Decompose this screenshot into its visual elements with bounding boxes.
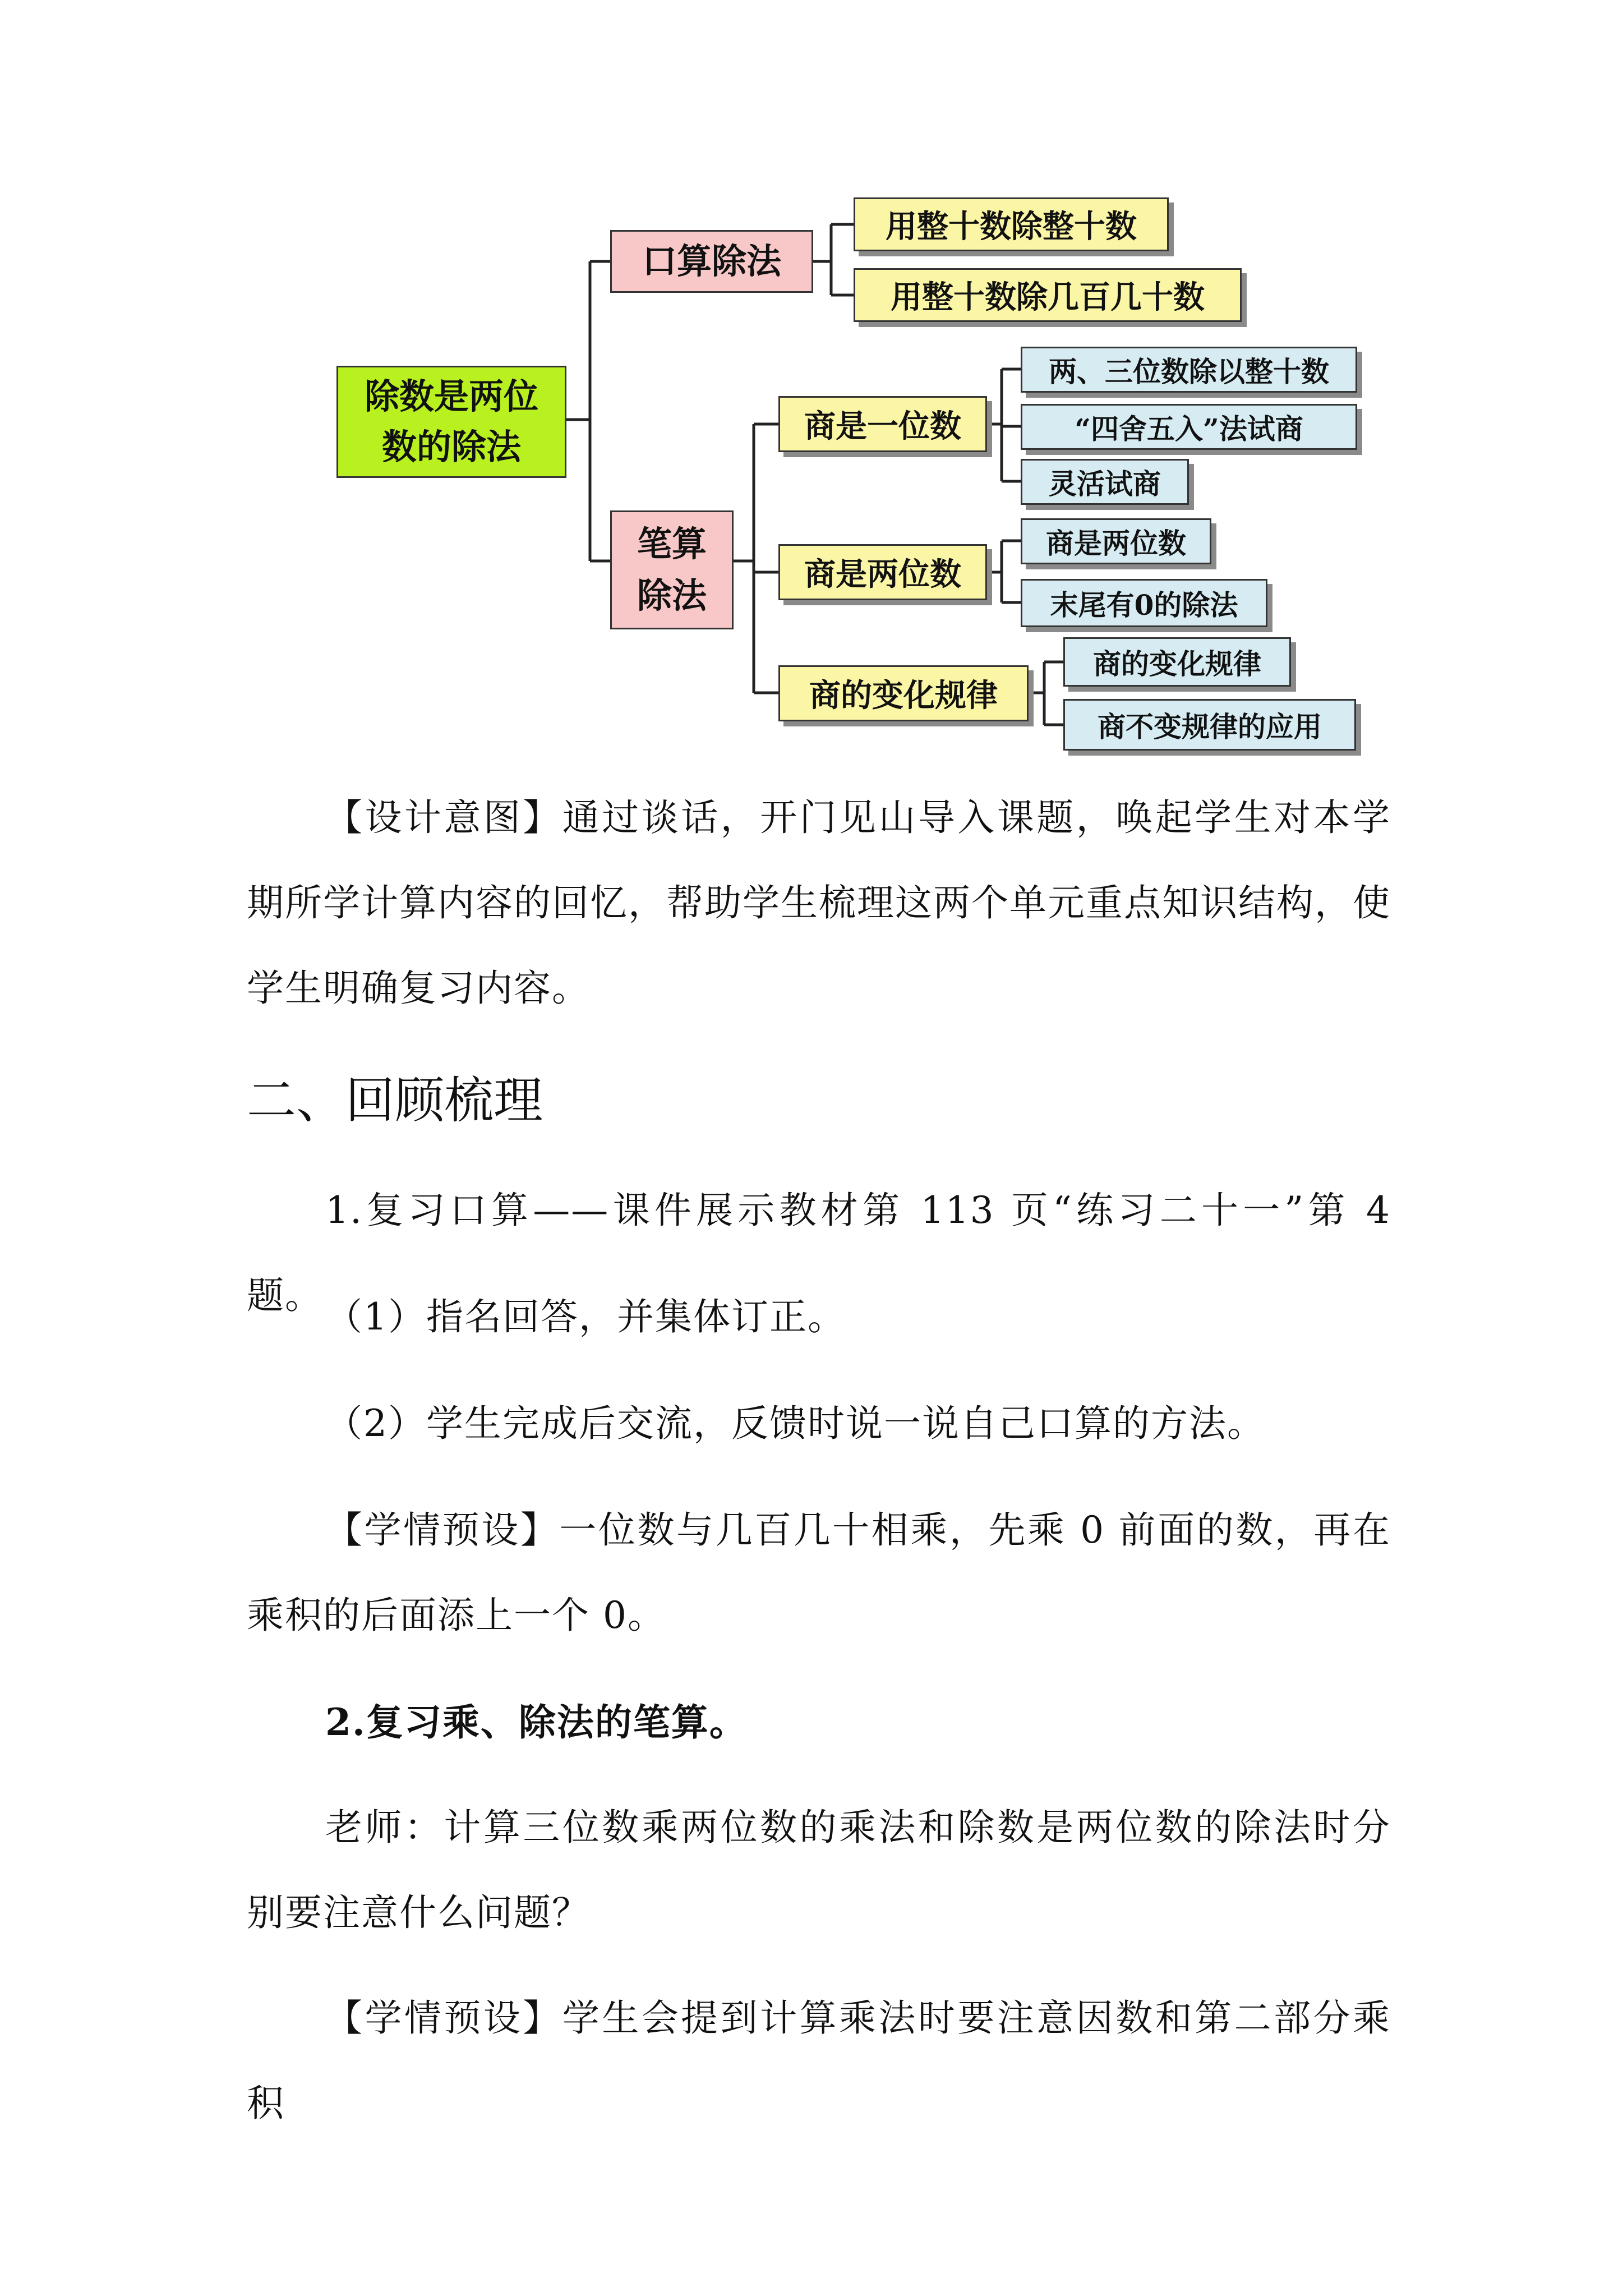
written-line-2: 除法 bbox=[637, 575, 707, 616]
group2-child-label-2: 末尾有0的除法 bbox=[1050, 588, 1238, 622]
group1-child-node-3 bbox=[1021, 459, 1189, 505]
group1-child-label-3: 灵活试商 bbox=[1049, 467, 1161, 500]
step-2-paragraph: （2）学生完成后交流，反馈时说一说自己口算的方法。 bbox=[325, 1402, 1265, 1445]
root-line-2: 数的除法 bbox=[381, 426, 521, 467]
group1-child-label-1: 两、三位数除以整十数 bbox=[1049, 355, 1329, 388]
learning-preset-paragraph-2: 【学情预设】学生会提到计算乘法时要注意因数和第二部分乘积 bbox=[247, 1996, 1391, 2125]
oral-division-node bbox=[610, 230, 813, 293]
oral-child-node-2 bbox=[854, 268, 1242, 322]
group3-child-node-1 bbox=[1063, 637, 1291, 687]
group-node-3 bbox=[778, 665, 1029, 721]
learning-preset-paragraph-1: 【学情预设】一位数与几百几十相乘，先乘 0 前面的数，再在乘积的后面添上一个 0。 bbox=[247, 1508, 1391, 1637]
group3-child-label-2: 商不变规律的应用 bbox=[1098, 710, 1322, 743]
teacher-question-paragraph: 老师：计算三位数乘两位数的乘法和除数是两位数的除法时分别要注意什么问题？ bbox=[247, 1806, 1391, 1934]
oral-child-node-1 bbox=[854, 197, 1169, 251]
group-node-1 bbox=[778, 396, 987, 452]
group-label-2: 商是两位数 bbox=[804, 556, 961, 593]
group1-child-node-2 bbox=[1021, 404, 1357, 450]
group1-child-node-1 bbox=[1021, 347, 1357, 393]
oral-child-label-2: 用整十数除几百几十数 bbox=[891, 279, 1205, 316]
review-written-heading: 2.复习乘、除法的笔算。 bbox=[325, 1700, 748, 1744]
group-label-3: 商的变化规律 bbox=[809, 677, 998, 714]
group-node-2 bbox=[778, 544, 987, 600]
written-line-1: 笔算 bbox=[637, 523, 707, 564]
section-heading: 二、回顾梳理 bbox=[247, 1071, 543, 1129]
group1-child-label-2: “四舍五入”法试商 bbox=[1075, 412, 1303, 445]
group-label-1: 商是一位数 bbox=[804, 408, 961, 445]
oral-child-label-1: 用整十数除整十数 bbox=[886, 208, 1137, 245]
step-1-paragraph: （1）指名回答，并集体订正。 bbox=[325, 1295, 846, 1338]
group3-child-label-1: 商的变化规律 bbox=[1093, 647, 1261, 680]
oral-division-label: 口算除法 bbox=[642, 241, 781, 282]
group2-child-node-1 bbox=[1021, 518, 1211, 564]
root-line-1: 除数是两位 bbox=[364, 376, 538, 417]
group3-child-node-2 bbox=[1063, 699, 1356, 751]
root-node bbox=[336, 366, 566, 478]
review-oral-paragraph: 1.复习口算——课件展示教材第 113 页“练习二十一”第 4 题。 bbox=[247, 1189, 1391, 1317]
written-division-node bbox=[610, 510, 734, 629]
group2-child-node-2 bbox=[1021, 579, 1267, 627]
group2-child-label-1: 商是两位数 bbox=[1046, 527, 1186, 560]
design-intent-paragraph: 【设计意图】通过谈话，开门见山导入课题，唤起学生对本学期所学计算内容的回忆，帮助学生梳理这两个单元重点知识结构，使学生明确复习内容。 bbox=[247, 796, 1391, 1010]
